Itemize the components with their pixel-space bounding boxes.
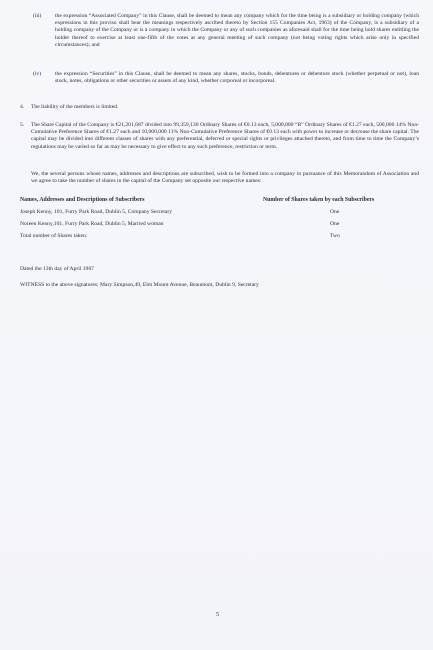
table-row-total: [20, 233, 419, 245]
clause-iii-number: (iii): [33, 13, 42, 19]
clause-5-number: 5.: [20, 122, 25, 128]
page-number: 5: [216, 612, 219, 618]
table-row: [20, 209, 419, 221]
subscriber-shares: One: [330, 221, 340, 227]
subscription-statement: [31, 171, 419, 185]
subscribers-table: [20, 197, 419, 245]
dated-line: Dated the 13th day of April 1987: [20, 266, 94, 272]
clause-iv-number: (iv): [33, 71, 42, 77]
clause-iv-text: the expression “Securities” in this Clause, shall be deemed to mean any shares, stocks, bonds, debentures or debenture stock (whether perpetual or not), loan stock, notes, obligations or other securities or assets of any kind, whether corporeal or incorporeal.: [55, 71, 419, 85]
clause-5: [20, 122, 419, 151]
clause-4-number: 4.: [20, 104, 25, 110]
clause-iii: [20, 13, 419, 49]
total-label: Total number of Shares taken:: [20, 233, 88, 239]
clause-iv: [20, 71, 419, 85]
subscribers-table-header: [20, 197, 419, 209]
clause-5-text: The Share Capital of the Company is €21,201,687 divided into 99,359,130 Ordinary Shares of €0.13 each, 5,000,000 “B” Ordinary Shares of €1.27 each, 500,000 14% Non-Cumulative Preference Shares of €1.27 each and 10,000,000 11% Non-Cumulative Preference Shares of €0.13 each with power to increase or decrease the share capital. The capital may be divided into different classes of shares with any preferential, deferred or special rights or privileges attached thereto, and from time to time the Company’s regulations may be varied so far as may be necessary to give effect to any such preference, restriction or term.: [31, 122, 419, 150]
header-names: Names, Addresses and Descriptions of Subscribers: [20, 197, 145, 203]
total-shares: Two: [330, 233, 340, 239]
table-row: [20, 221, 419, 233]
header-shares: Number of Shares taken by each Subscribers: [263, 197, 375, 203]
clause-4-text: The liability of the members is limited.: [31, 104, 119, 110]
subscriber-name: Noreen Kenny,101, Furry Park Road, Dublin 5, Married woman: [20, 221, 164, 227]
clause-iii-text: the expression “Associated Company” in this Clause, shall be deemed to mean any company which for the time being is a subsidiary or holding company (which expressions in this proviso shall bear the meanings respectively ascribed thereto by Section 155 Companies Act, 1963) of the Company, is a subsidiary of a holding company of the Company or is a company in which the Company or any of such companies as aforesaid shall for the time being hold shares entitling the holder thereof to exercise at least one-fifth of the votes at any general meeting of such company (not being voting rights which arise only in specified circumstances); and: [55, 13, 419, 48]
subscription-statement-text: We, the several persons whose names, addresses and descriptions are subscribed, wish to be formed into a company in pursuance of this Memorandum of Association and we agree to take the number of shares in the capital of the Company set opposite our respective names:: [31, 171, 419, 185]
witness-line: WITNESS to the above signatures: Mary Simpson,49, Elm Mount Avenue, Beaumont, Dublin 9, Secretary: [20, 282, 259, 288]
subscriber-name: Joseph Kenny, 101, Furry Park Road, Dublin 5, Company Secretary: [20, 209, 173, 215]
clause-4: [20, 104, 419, 111]
subscriber-shares: One: [330, 209, 340, 215]
